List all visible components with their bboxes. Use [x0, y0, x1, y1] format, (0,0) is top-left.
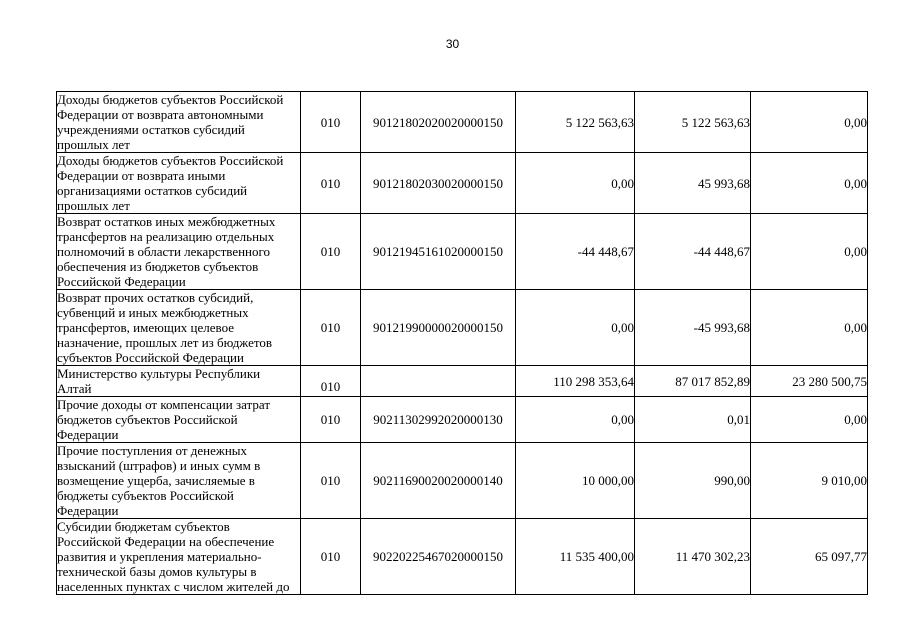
code-cell: 010 [301, 92, 361, 153]
kbk-cell-empty [361, 366, 516, 397]
table-row [57, 397, 868, 443]
amount-3-cell: 0,00 [751, 397, 868, 443]
code-cell: 010 [301, 214, 361, 290]
amount-2-cell: 0,01 [635, 397, 751, 443]
kbk-cell: 90121945161020000150 [361, 214, 516, 290]
table-row [57, 214, 868, 290]
description-cell: Прочие доходы от компенсации затрат бюджетов субъектов Российской Федерации [57, 397, 301, 443]
table-row [57, 519, 868, 595]
code-cell: 010 [301, 153, 361, 214]
table-row [57, 153, 868, 214]
amount-1-cell: 0,00 [516, 290, 635, 366]
amount-1-cell: 0,00 [516, 153, 635, 214]
amount-3-cell: 0,00 [751, 290, 868, 366]
amount-3-cell: 0,00 [751, 153, 868, 214]
description-cell: Возврат прочих остатков субсидий, субвенций и иных межбюджетных трансфертов, имеющих целевое назначение, прошлых лет из бюджетов субъектов Российской Федерации [57, 290, 301, 366]
table-row [57, 290, 868, 366]
table-row-ministry [57, 366, 868, 397]
code-cell: 010 [301, 290, 361, 366]
amount-1-cell: 110 298 353,64 [516, 366, 635, 397]
code-cell: 010 [301, 443, 361, 519]
code-cell: 010 [301, 519, 361, 595]
kbk-cell: 90121802030020000150 [361, 153, 516, 214]
table-row [57, 92, 868, 153]
amount-1-cell: 5 122 563,63 [516, 92, 635, 153]
kbk-cell: 90211302992020000130 [361, 397, 516, 443]
amount-3-cell: 0,00 [751, 92, 868, 153]
amount-2-cell: 45 993,68 [635, 153, 751, 214]
amount-3-cell: 9 010,00 [751, 443, 868, 519]
amount-3-cell: 0,00 [751, 214, 868, 290]
amount-1-cell: -44 448,67 [516, 214, 635, 290]
amount-2-cell: -44 448,67 [635, 214, 751, 290]
description-cell: Прочие поступления от денежных взысканий (штрафов) и иных сумм в возмещение ущерба, зачисляемые в бюджеты субъектов Российской Федерации [57, 443, 301, 519]
amount-1-cell: 0,00 [516, 397, 635, 443]
page-number: 30 [445, 37, 460, 51]
amount-1-cell: 10 000,00 [516, 443, 635, 519]
amount-2-cell: 990,00 [635, 443, 751, 519]
amount-2-cell: 87 017 852,89 [635, 366, 751, 397]
description-cell: Возврат остатков иных межбюджетных трансфертов на реализацию отдельных полномочий в области лекарственного обеспечения из бюджетов субъектов Российской Федерации [57, 214, 301, 290]
amount-2-cell: 5 122 563,63 [635, 92, 751, 153]
kbk-cell: 90121990000020000150 [361, 290, 516, 366]
amount-2-cell: -45 993,68 [635, 290, 751, 366]
budget-table [56, 91, 868, 595]
description-cell: Министерство культуры Республики Алтай [57, 366, 301, 397]
amount-1-cell: 11 535 400,00 [516, 519, 635, 595]
description-cell: Доходы бюджетов субъектов Российской Федерации от возврата иными организациями остатков субсидий прошлых лет [57, 153, 301, 214]
code-cell: 010 [301, 397, 361, 443]
kbk-cell: 90121802020020000150 [361, 92, 516, 153]
code-cell: 010 [301, 366, 361, 397]
amount-3-cell: 65 097,77 [751, 519, 868, 595]
kbk-cell: 90220225467020000150 [361, 519, 516, 595]
kbk-cell: 90211690020020000140 [361, 443, 516, 519]
amount-3-cell: 23 280 500,75 [751, 366, 868, 397]
description-cell: Доходы бюджетов субъектов Российской Федерации от возврата автономными учреждениями остатков субсидий прошлых лет [57, 92, 301, 153]
description-cell: Субсидии бюджетам субъектов Российской Федерации на обеспечение развития и укрепления материально- технической базы домов культуры в населенных пунктах с числом жителей до [57, 519, 301, 595]
amount-2-cell: 11 470 302,23 [635, 519, 751, 595]
table-row [57, 443, 868, 519]
